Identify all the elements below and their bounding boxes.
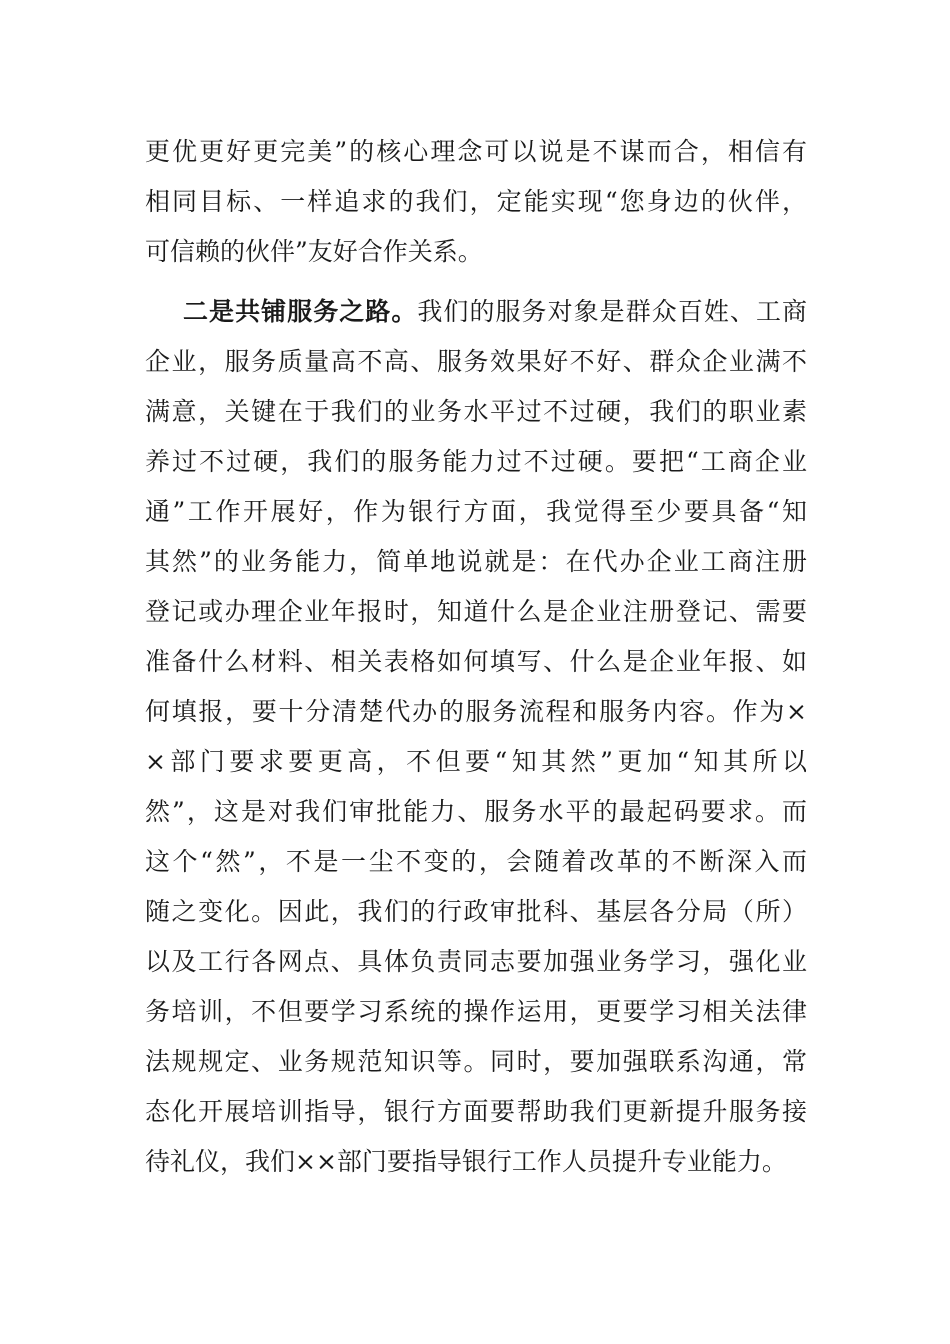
paragraph-2-heading: 二是共铺服务之路。: [183, 297, 418, 326]
paragraph-2-line-8: 准备什么材料、相关表格如何填写、什么是企业年报、如: [145, 647, 807, 676]
paragraph-2-line-17: 态化开展培训指导，银行方面要帮助我们更新提升服务接: [145, 1097, 807, 1126]
paragraph-2-line-1: [183, 292, 807, 332]
paragraph-1-line-1: 更优更好更完美”的核心理念可以说是不谋而合，相信有: [145, 137, 807, 166]
paragraph-2-line-15: 务培训，不但要学习系统的操作运用，更要学习相关法律: [145, 997, 807, 1026]
paragraph-2-line-12: 这个“然”，不是一尘不变的，会随着改革的不断深入而: [145, 847, 807, 876]
paragraph-2-line-16: 法规规定、业务规范知识等。同时，要加强联系沟通，常: [145, 1047, 807, 1076]
paragraph-2-line-18: 待礼仪，我们××部门要指导银行工作人员提升专业能力。: [145, 1147, 787, 1176]
paragraph-2-line-11: 然”，这是对我们审批能力、服务水平的最起码要求。而: [145, 797, 807, 826]
paragraph-2-line-14: 以及工行各网点、具体负责同志要加强业务学习，强化业: [145, 947, 807, 976]
paragraph-2-line-9: 何填报，要十分清楚代办的服务流程和服务内容。作为×: [145, 697, 807, 726]
paragraph-2-line-3: 满意，关键在于我们的业务水平过不过硬，我们的职业素: [145, 397, 807, 426]
paragraph-2-line-2: 企业，服务质量高不高、服务效果好不好、群众企业满不: [145, 347, 807, 376]
paragraph-2-line-13: 随之变化。因此，我们的行政审批科、基层各分局（所）: [145, 897, 807, 926]
paragraph-1-line-3: 可信赖的伙伴”友好合作关系。: [145, 237, 483, 266]
paragraph-1-line-2: 相同目标、一样追求的我们，定能实现“您身边的伙伴，: [145, 187, 807, 216]
paragraph-2-line-1-text: 我们的服务对象是群众百姓、工商: [417, 297, 807, 326]
paragraph-2-line-10: ×部门要求要更高，不但要“知其然”更加“知其所以: [145, 747, 807, 776]
paragraph-2-line-6: 其然”的业务能力，简单地说就是：在代办企业工商注册: [145, 547, 807, 576]
paragraph-2-line-5: 通”工作开展好，作为银行方面，我觉得至少要具备“知: [145, 497, 807, 526]
paragraph-2-line-4: 养过不过硬，我们的服务能力过不过硬。要把“工商企业: [145, 447, 807, 476]
paragraph-2-line-7: 登记或办理企业年报时，知道什么是企业注册登记、需要: [145, 597, 807, 626]
